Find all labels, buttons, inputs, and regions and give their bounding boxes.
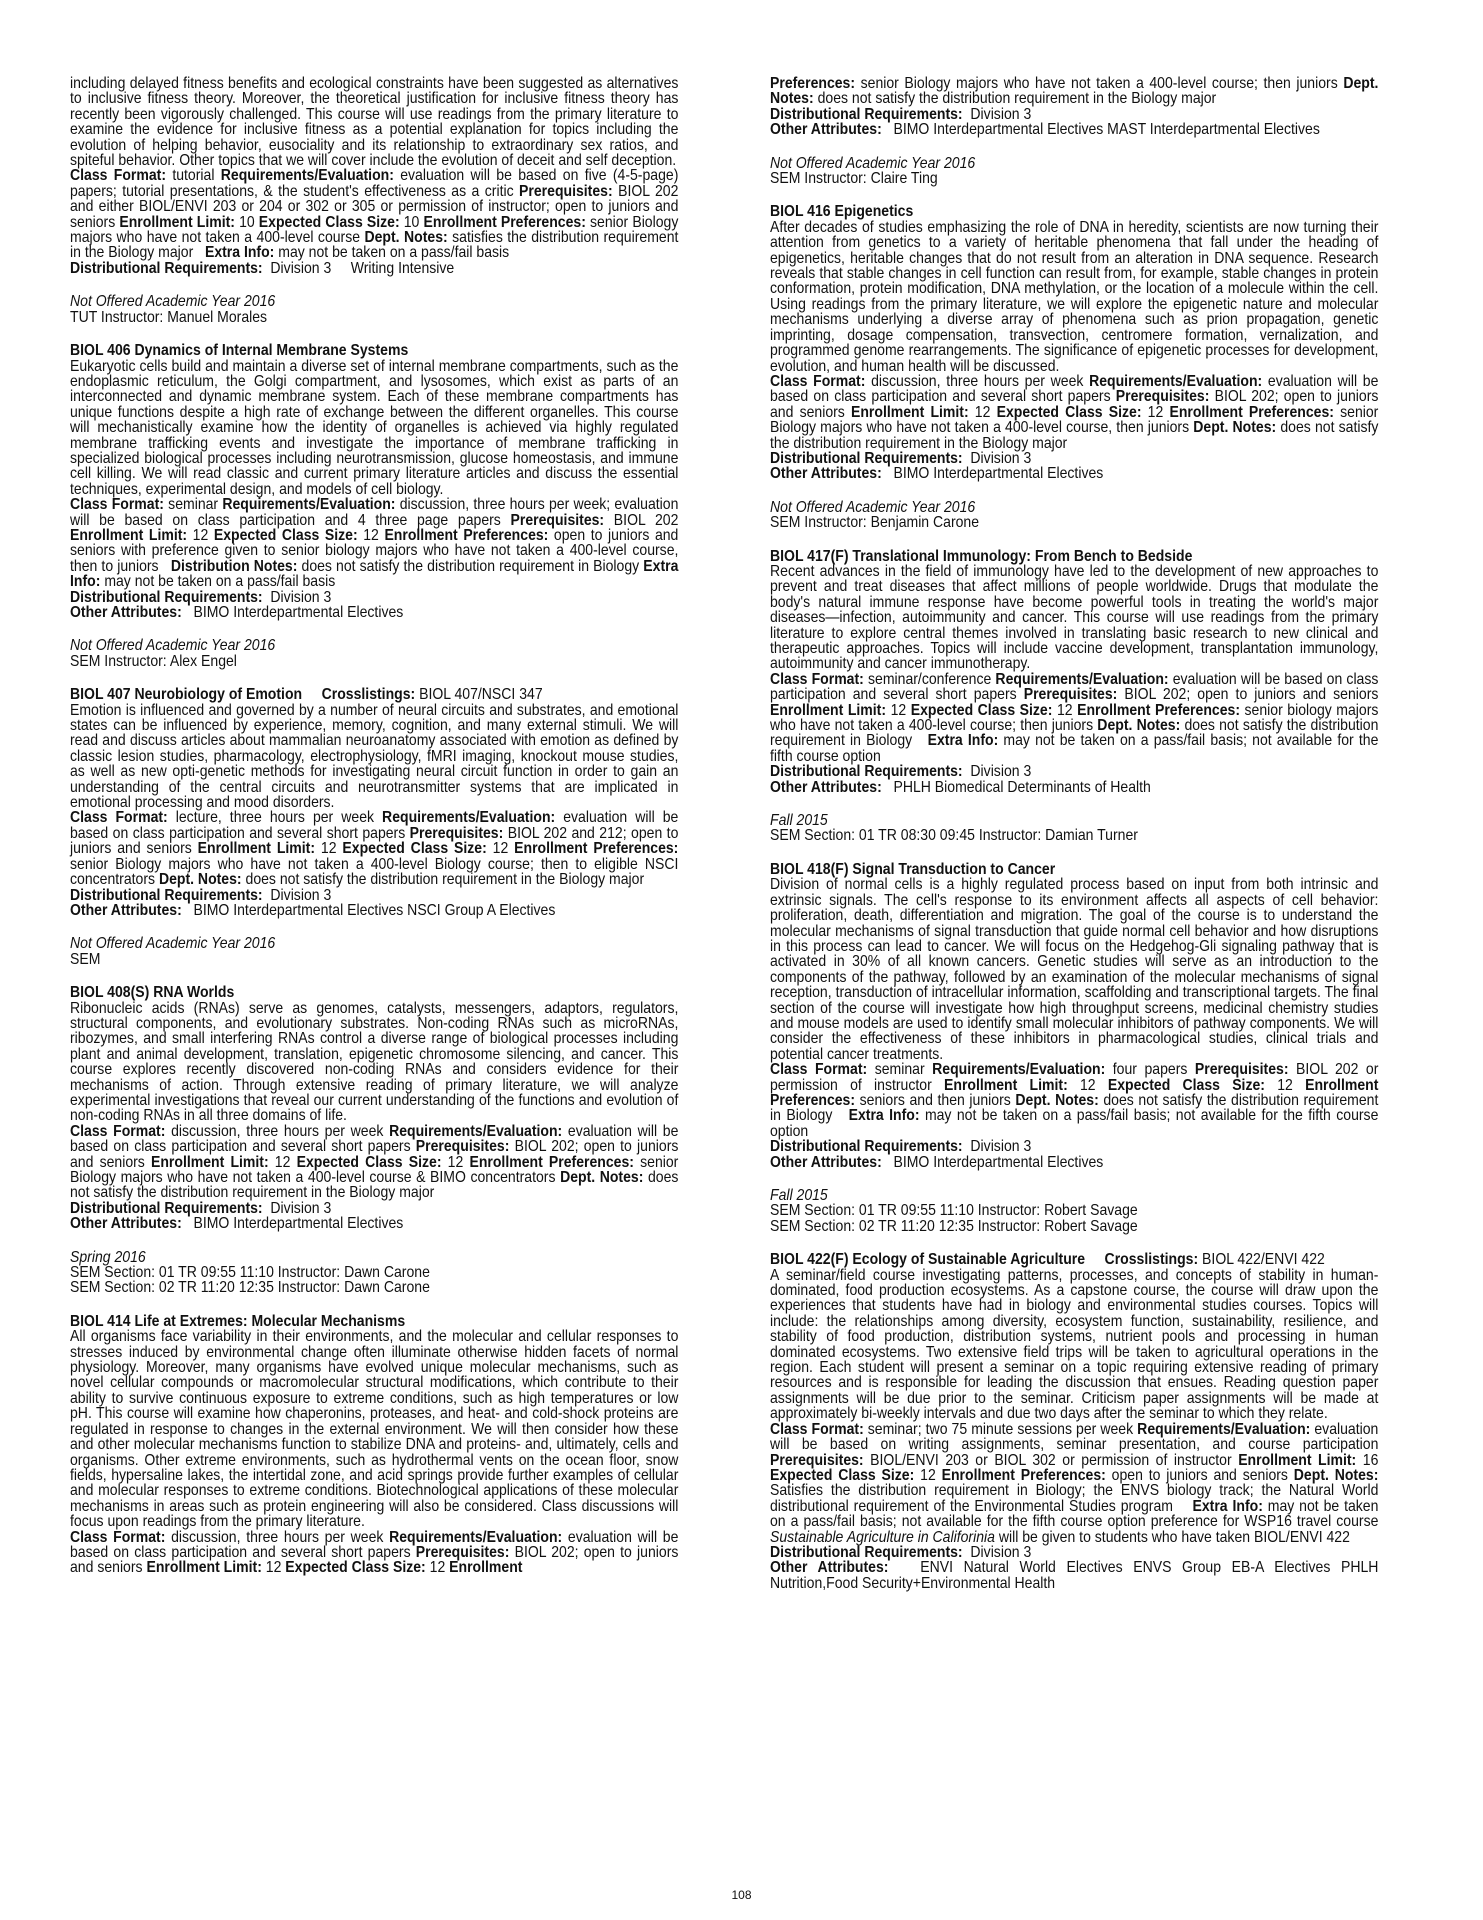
schedule-section: SEM Section: 02 TR 11:20 12:35 Instructor: Robert Savage <box>770 1217 1138 1235</box>
course-desc-biol418: Division of normal cells is a highly regulated process based on input from both intrinsic and extrinsic signals. The cell's response to its environment affects all aspects of cell behavior: proliferation, death, differentiation and migration. The goal of the course is to understand the molecular mechanisms of signal transduction that guide normal cell behavior and how disruptions in this process can lead to cancer. We will focus on the Hedgehog-Gli signaling pathway that is activated in 30% of all known cancers. Genetic studies will serve as an introduction to the components of the pathway, followed by an examination of the molecular mechanisms of signal reception, transduction of intracellular information, scaffolding and transcriptional targets. The final section of the course will investigate how high throughput screens, medicinal chemistry studies and mouse models are used to identify small molecular inhibitors of pathway components. We will consider the effectiveness of these inhibitors in pharmacological studies, clinical trials and potential cancer treatments. <box>770 876 1379 1063</box>
schedule-section: SEM Instructor: Claire Ting <box>770 170 938 188</box>
schedule-section: SEM Section: 02 TR 11:20 12:35 Instructor: Dawn Carone <box>70 1279 430 1297</box>
schedule-term: Fall 2015 <box>770 1187 828 1204</box>
course-desc-biol406: Eukaryotic cells build and maintain a diverse set of internal membrane compartments, such as the endoplasmic reticulum, the Golgi compartment, and lysosomes, which exist as parts of an interconnected and dynamic membrane system. Each of these membrane compartments has unique functions despite a high rate of exchange between the different organelles. This course will mechanistically examine how the identity of organelles is achieved via highly regulated membrane trafficking events and investigate the importance of membrane trafficking in specialized biological processes including neurotransmission, glucose homeostasis, and immune cell killing. We will read classic and current primary literature articles and discuss the essential techniques, experimental design, and models of cell biology. <box>70 357 679 498</box>
intro-paragraph: including delayed fitness benefits and ecological constraints have been suggested as alternatives to inclusive fitness theory. Moreover, the theoretical justification for inclusive fitness theory has recently been vigorously challenged. This course will use readings from the primary literature to examine the evidence for inclusive fitness as a potential explanation for topics including the evolution of helping behavior, eusociality and its relationship to extraordinary sex ratios, and spiteful behavior. Other topics that we will cover include the evolution of deceit and self deception. <box>70 75 679 170</box>
course-title-biol414: BIOL 414 Life at Extremes: Molecular Mechanisms <box>70 1312 406 1330</box>
course-details-biol408: Class Format: discussion, three hours per week Requirements/Evaluation: evaluation will be based on class participation and several short papers Prerequisites: BIOL 202; open to juniors and seniors Enrollment Limit: 12 Expected Class Size: 12 Enrollment Preferences: senior Biology majors who have not taken a 400-level course & BIMO concentrators Dept. Notes: does not satisfy the distribution requirement in the Biology major <box>70 1122 679 1202</box>
right-column: Preferences: senior Biology majors who have not taken a 400-level course; then juniors Dept. Notes: does not satisfy the distribution requirement in the Biology major Distributional Requirements: Division 3 Other Attributes: BIMO Interdepartmental Electives MAST Interdepartmental Electives Not Offered Academic Year 2016 SEM Instructor: Claire Ting BIOL 416 Epigenetics After decades of studies emphasizing the role of DNA in heredity, scientists are now turning their attention from genetics to a variety of heritable phenomena that fall under the heading of epigenetics, heritable changes that do not result from an alteration in DNA sequence. Research reveals that stable changes in cell function can result from, for example, stable changes in protein conformation, protein modification, DNA methylation, or the location of a molecule within the cell. Using readings from the primary literature, we will explore the epigenetic nature and molecular mechanisms underlying a diverse array of phenomena such as prion propagation, genetic imprinting, dosage compensation, transvection, centromere formation, vernalization, and programmed genome rearrangements. The significance of epigenetic processes for development, evolution, and human health will be discussed. Class Format: discussion, three hours per week Requirements/Evaluation: evaluation will be based on class participation and several short papers Prerequisites: BIOL 202; open to juniors and seniors Enrollment Limit: 12 Expected Class Size: 12 Enrollment Preferences: senior Biology majors who have not taken a 400-level course, then juniors Dept. Notes: does not satisfy the distribution requirement in the Biology major Distributional Requirements: Division 3 Other Attributes: BIMO Interdepartmental Electives Not Offered Academic Year 2016 SEM Instructor: Benjamin Carone BIOL 417(F) Translational Immunology: From Bench to Bedside Recent advances in the field of immunology have led to the development of new approaches to prevent and treat diseases that affect millions of people worldwide. Drugs that modulate the body's natural immune response have become powerful tools in treating the world's major diseases—infection, autoimmunity and cancer. This course will use readings from the primary literature to explore central themes involved in translating basic research to new clinical and therapeutic approaches. Topics will include vaccine development, transplantation immunology, autoimmunity and cancer immunotherapy. Class Format: seminar/conference Requirements/Evaluation: evaluation will be based on class participation and several short papers Prerequisites: BIOL 202; open to juniors and seniors Enrollment Limit: 12 Expected Class Size: 12 Enrollment Preferences: senior biology majors who have not taken a 400-level course; then juniors Dept. Notes: does not satisfy the distribution requirement in Biology Extra Info: may not be taken on a pass/fail basis; not available for the fifth course option Distributional Requirements: Division 3 Other Attributes: PHLH Biomedical Determinants of Health Fall 2015 SEM Section: 01 TR 08:30 09:45 Instructor: Damian Turner BIOL 418(F) Signal Transduction to Cancer Division of normal cells is a highly regulated process based on input from both intrinsic and extrinsic signals. The cell's response to its environment affects all aspects of cell behavior: proliferation, death, differentiation and migration. The goal of the course is to understand the molecular mechanisms of signal transduction that guide normal cell behavior and how disruptions in this process can lead to cancer. We will focus on the Hedgehog-Gli signaling pathway that is activated in 30% of all known cancers. Genetic studies will serve as an introduction to the components of the pathway, followed by an examination of the molecular mechanisms of signal reception, transduction of intracellular information, scaffolding and transcriptional targets. The final section of the course will investigate how high throughput screens, medicinal chemistry studies and mouse models are used to identify small molecular inhibitors of pathway components. We will consider the effectiveness of these inhibitors in pharmacological studies, clinical trials and potential cancer treatments. Class Format: seminar Requirements/Evaluation: four papers Prerequisites: BIOL 202 or permission of instructor Enrollment Limit: 12 Expected Class Size: 12 Enrollment Preferences: seniors and then juniors Dept. Notes: does not satisfy the distribution requirement in Biology Extra Info: may not be taken on a pass/fail basis; not available for the fifth course option Distributional Requirements: Division 3 Other Attributes: BIMO Interdepartmental Electives Fall 2015 SEM Section: 01 TR 09:55 11:10 Instructor: Robert Savage SEM Section: 02 TR 11:20 12:35 Instructor: Robert Savage BIOL 422(F) Ecology of Sustainable Agriculture Crosslistings: BIOL 422/ENVI 422 A seminar/field course investigating patterns, processes, and concepts of stability in human-dominated, food production ecosystems. As a capstone course, the course will draw upon the experiences that students have had in biology and environmental studies courses. Topics will include: the relationships among diversity, ecosystem function, sustainability, resilience, and stability of food production, distribution systems, nutrient pools and processing in human dominated ecosystems. Two extensive field trips will be taken to agricultural operations in the region. Each student will present a seminar on a topic requiring extensive reading of primary resources and is responsible for leading the discussion that ensues. Reading question paper assignments will be due prior to the seminar. Criticism paper assignments will be made at approximately bi-weekly intervals and due two days after the seminar to which they relate. Class Format: seminar; two 75 minute sessions per week Requirements/Evaluation: evaluation will be based on writing assignments, seminar presentation, and course participation Prerequisites: BIOL/ENVI 203 or BIOL 302 or permission of instructor Enrollment Limit: 16 Expected Class Size: 12 Enrollment Preferences: open to juniors and seniors Dept. Notes: Satisfies the distribution requirement in Biology; the ENVS biology track; the Natural World distributional requirement of the Environmental Studies program Extra Info: may not be taken on a pass/fail basis; not available for the fifth course option preference for WSP16 travel course Sustainable Agriculture in Califorinia will be given to students who have taken BIOL/ENVI 422 Distributional Requirements: Division 3 Other Attributes: ENVI Natural World Electives ENVS Group EB-A Electives PHLH Nutrition,Food Security+Environmental Health <box>770 75 1379 1592</box>
schedule-section: SEM Section: 01 TR 09:55 11:10 Instructor: Robert Savage <box>770 1202 1138 1220</box>
schedule-term: Fall 2015 <box>770 812 828 830</box>
schedule-term: Not Offered Academic Year 2016 <box>70 637 276 655</box>
course-title-biol407: BIOL 407 Neurobiology of Emotion Crosslistings: BIOL 407/NSCI 347 <box>70 686 543 704</box>
schedule-term: Not Offered Academic Year 2016 <box>70 293 276 311</box>
schedule-section: SEM Instructor: Benjamin Carone <box>770 514 980 532</box>
course-title-biol408: BIOL 408(S) RNA Worlds <box>70 984 235 1002</box>
schedule-section: TUT Instructor: Manuel Morales <box>70 308 268 326</box>
schedule-section: SEM Section: 01 TR 08:30 09:45 Instructor: Damian Turner <box>770 827 1138 845</box>
schedule-term: Not Offered Academic Year 2016 <box>770 498 976 516</box>
intro-dist: Distributional Requirements: Division 3 Writing Intensive <box>70 259 455 277</box>
course-desc-biol414: All organisms face variability in their environments, and the molecular and cellular responses to stresses induced by environmental change often illuminate otherwise hidden facets of normal physiology. Moreover, many organisms have evolved unique molecular mechanisms, such as novel cellular compounds or macromolecular structural modifications, which contribute to their ability to survive continuous exposure to extreme conditions, such as high temperatures or low pH. This course will examine how chaperonins, proteases, and heat- and cold-shock proteins are regulated in response to changes in the external environment. We will then consider how these and other molecular mechanisms function to stabilize DNA and proteins- and, ultimately, cells and organisms. Other extreme environments, such as hydrothermal vents on the ocean floor, snow fields, hypersaline lakes, the intertidal zone, and acid springs provide further examples of cellular and molecular responses to extreme conditions. Biotechnological applications of these molecular mechanisms in areas such as protein engineering will also be considered. Class discussions will focus upon readings from the primary literature. <box>70 1328 679 1531</box>
course-title-biol417: BIOL 417(F) Translational Immunology: From Bench to Bedside <box>770 547 1193 565</box>
course-desc-biol422: A seminar/field course investigating patterns, processes, and concepts of stability in human-dominated, food production ecosystems. As a capstone course, the course will draw upon the experiences that students have had in biology and environmental studies courses. Topics will include: the relationships among diversity, ecosystem function, sustainability, resilience, and stability of food production, distribution systems, nutrient pools and processing in human dominated ecosystems. Two extensive field trips will be taken to agricultural operations in the region. Each student will present a seminar on a topic requiring extensive reading of primary resources and is responsible for leading the discussion that ensues. Reading question paper assignments will be due prior to the seminar. Criticism paper assignments will be made at approximately bi-weekly intervals and due two days after the seminar to which they relate. <box>770 1266 1379 1423</box>
schedule-term: Not Offered Academic Year 2016 <box>70 935 276 953</box>
course-desc-biol408: Ribonucleic acids (RNAs) serve as genomes, catalysts, messengers, adaptors, regulators, structural components, and evolutionary substrates. Non-coding RNAs such as microRNAs, ribozymes, and small interfering RNAs control a diverse range of biological processes including plant and animal development, translation, epigenetic chromosome silencing, and cancer. This course explores recently discovered non-coding RNAs and considers evidence for their mechanisms of action. Through extensive reading of primary literature, we will analyze experimental investigations that reveal our current understanding of the functions and evolution of non-coding RNAs in all three domains of life. <box>70 999 679 1125</box>
course-details-biol418: Class Format: seminar Requirements/Evaluation: four papers Prerequisites: BIOL 202 or permission of instructor Enrollment Limit: 12 Expected Class Size: 12 Enrollment Preferences: seniors and then juniors Dept. Notes: does not satisfy the distribution requirement in Biology Extra Info: may not be taken on a pass/fail basis; not available for the fifth course option <box>770 1061 1379 1140</box>
course-title-biol416: BIOL 416 Epigenetics <box>770 203 914 221</box>
intro-details: Class Format: tutorial Requirements/Evaluation: evaluation will be based on five (4-5-page) papers; tutorial presentations, & the student's effectiveness as a critic Prerequisites: BIOL 202 and either BIOL/ENVI 203 or 204 or 302 or 305 or permission of instructor; open to juniors and seniors Enrollment Limit: 10 Expected Class Size: 10 Enrollment Preferences: senior Biology majors who have not taken a 400-level course Dept. Notes: satisfies the distribution requirement in the Biology major Extra Info: may not be taken on a pass/fail basis <box>70 167 679 262</box>
course-title-biol418: BIOL 418(F) Signal Transduction to Cancer <box>770 860 1056 878</box>
schedule-term: Spring 2016 <box>70 1248 146 1266</box>
course-desc-biol417: Recent advances in the field of immunology have led to the development of new approaches to prevent and treat diseases that affect millions of people worldwide. Drugs that modulate the body's natural immune response have become powerful tools in treating the world's major diseases—infection, autoimmunity and cancer. This course will use readings from the primary literature to explore central themes involved in translating basic research to new clinical and therapeutic approaches. Topics will include vaccine development, transplantation immunology, autoimmunity and cancer immunotherapy. <box>770 562 1379 673</box>
course-desc-biol407: Emotion is influenced and governed by a number of neural circuits and substrates, and emotional states can be influenced by experience, memory, cognition, and many external stimuli. We will read and discuss articles about mammalian neuroanatomy associated with emotion as defined by classic lesion studies, pharmacology, electrophysiology, fMRI imaging, knockout mouse studies, as well as new opti-genetic methods for investigating neural circuit function in order to gain an understanding of the central circuits and neurotransmitter systems that are implicated in emotional processing and mood disorders. <box>70 701 679 812</box>
course-details-biol417: Class Format: seminar/conference Requirements/Evaluation: evaluation will be based on class participation and several short papers Prerequisites: BIOL 202; open to juniors and seniors Enrollment Limit: 12 Expected Class Size: 12 Enrollment Preferences: senior biology majors who have not taken a 400-level course; then juniors Dept. Notes: does not satisfy the distribution requirement in Biology Extra Info: may not be taken on a pass/fail basis; not available for the fifth course option <box>770 670 1379 765</box>
course-title-biol406: BIOL 406 Dynamics of Internal Membrane Systems <box>70 342 409 360</box>
schedule-section: SEM <box>70 950 101 968</box>
course-details-biol406: Class Format: seminar Requirements/Evaluation: discussion, three hours per week; evaluation will be based on class participation and 4 three page papers Prerequisites: BIOL 202 Enrollment Limit: 12 Expected Class Size: 12 Enrollment Preferences: open to juniors and seniors with preference given to senior biology majors who have not taken a 400-level course, then to juniors Distribution Notes: does not satisfy the distribution requirement in Biology Extra Info: may not be taken on a pass/fail basis <box>70 496 679 591</box>
schedule-term: Not Offered Academic Year 2016 <box>770 154 976 172</box>
course-details-biol414: Class Format: discussion, three hours per week Requirements/Evaluation: evaluation will be based on class participation and several short papers Prerequisites: BIOL 202; open to juniors and seniors Enrollment Limit: 12 Expected Class Size: 12 Enrollment <box>70 1528 679 1577</box>
course-details-biol416: Class Format: discussion, three hours per week Requirements/Evaluation: evaluation will be based on class participation and several short papers Prerequisites: BIOL 202; open to juniors and seniors Enrollment Limit: 12 Expected Class Size: 12 Enrollment Preferences: senior Biology majors who have not taken a 400-level course, then juniors Dept. Notes: does not satisfy the distribution requirement in the Biology major <box>770 372 1379 452</box>
schedule-section: SEM Instructor: Alex Engel <box>70 652 237 670</box>
course-title-biol422: BIOL 422(F) Ecology of Sustainable Agriculture Crosslistings: BIOL 422/ENVI 422 <box>770 1251 1325 1269</box>
schedule-section: SEM Section: 01 TR 09:55 11:10 Instructor: Dawn Carone <box>70 1264 430 1282</box>
course-details-biol422: Class Format: seminar; two 75 minute sessions per week Requirements/Evaluation: evaluation will be based on writing assignments, seminar presentation, and course participation Prerequisites: BIOL/ENVI 203 or BIOL 302 or permission of instructor Enrollment Limit: 16 Expected Class Size: 12 Enrollment Preferences: open to juniors and seniors Dept. Notes: Satisfies the distribution requirement in Biology; the ENVS biology track; the Natural World distributional requirement of the Environmental Studies program Extra Info: may not be taken on a pass/fail basis; not available for the fifth course option preference for WSP16 travel course Sustainable Agriculture in Califorinia will be given to students who have taken BIOL/ENVI 422 <box>770 1420 1379 1546</box>
page-number: 108 <box>731 1888 752 1902</box>
course-desc-biol416: After decades of studies emphasizing the role of DNA in heredity, scientists are now turning their attention from genetics to a variety of heritable phenomena that fall under the heading of epigenetics, heritable changes that do not result from an alteration in DNA sequence. Research reveals that stable changes in cell function can result from, for example, stable changes in protein conformation, protein modification, DNA methylation, or the location of a molecule within the cell. Using readings from the primary literature, we will explore the epigenetic nature and molecular mechanisms underlying a diverse array of phenomena such as prion propagation, genetic imprinting, dosage compensation, transvection, centromere formation, vernalization, and programmed genome rearrangements. The significance of epigenetic processes for development, evolution, and human health will be discussed. <box>770 218 1379 375</box>
course-details-biol414-cont: Preferences: senior Biology majors who have not taken a 400-level course; then juniors Dept. Notes: does not satisfy the distribution requirement in the Biology major <box>770 75 1379 108</box>
course-details-biol407: Class Format: lecture, three hours per week Requirements/Evaluation: evaluation will be based on class participation and several short papers Prerequisites: BIOL 202 and 212; open to juniors and seniors Enrollment Limit: 12 Expected Class Size: 12 Enrollment Preferences: senior Biology majors who have not taken a 400-level Biology course; then to eligible NSCI concentrators Dept. Notes: does not satisfy the distribution requirement in the Biology major <box>70 809 679 889</box>
left-column: including delayed fitness benefits and ecological constraints have been suggested as alternatives to inclusive fitness theory. Moreover, the theoretical justification for inclusive fitness theory has recently been vigorously challenged. This course will use readings from the primary literature to examine the evidence for inclusive fitness as a potential explanation for topics including the evolution of helping behavior, eusociality and its relationship to extraordinary sex ratios, and spiteful behavior. Other topics that we will cover include the evolution of deceit and self deception. Class Format: tutorial Requirements/Evaluation: evaluation will be based on five (4-5-page) papers; tutorial presentations, & the student's effectiveness as a critic Prerequisites: BIOL 202 and either BIOL/ENVI 203 or 204 or 302 or 305 or permission of instructor; open to juniors and seniors Enrollment Limit: 10 Expected Class Size: 10 Enrollment Preferences: senior Biology majors who have not taken a 400-level course Dept. Notes: satisfies the distribution requirement in the Biology major Extra Info: may not be taken on a pass/fail basis Distributional Requirements: Division 3 Writing Intensive Not Offered Academic Year 2016 TUT Instructor: Manuel Morales BIOL 406 Dynamics of Internal Membrane Systems Eukaryotic cells build and maintain a diverse set of internal membrane compartments, such as the endoplasmic reticulum, the Golgi compartment, and lysosomes, which exist as parts of an interconnected and dynamic membrane system. Each of these membrane compartments has unique functions despite a high rate of exchange between the different organelles. This course will mechanistically examine how the identity of organelles is achieved via highly regulated membrane trafficking events and investigate the importance of membrane trafficking in specialized biological processes including neurotransmission, glucose homeostasis, and immune cell killing. We will read classic and current primary literature articles and discuss the essential techniques, experimental design, and models of cell biology. Class Format: seminar Requirements/Evaluation: discussion, three hours per week; evaluation will be based on class participation and 4 three page papers Prerequisites: BIOL 202 Enrollment Limit: 12 Expected Class Size: 12 Enrollment Preferences: open to juniors and seniors with preference given to senior biology majors who have not taken a 400-level course, then to juniors Distribution Notes: does not satisfy the distribution requirement in Biology Extra Info: may not be taken on a pass/fail basis Distributional Requirements: Division 3 Other Attributes: BIMO Interdepartmental Electives Not Offered Academic Year 2016 SEM Instructor: Alex Engel BIOL 407 Neurobiology of Emotion Crosslistings: BIOL 407/NSCI 347 Emotion is influenced and governed by a number of neural circuits and substrates, and emotional states can be influenced by experience, memory, cognition, and many external stimuli. We will read and discuss articles about mammalian neuroanatomy associated with emotion as defined by classic lesion studies, pharmacology, electrophysiology, fMRI imaging, knockout mouse studies, as well as new opti-genetic methods for investigating neural circuit function in order to gain an understanding of the central circuits and neurotransmitter systems that are implicated in emotional processing and mood disorders. Class Format: lecture, three hours per week Requirements/Evaluation: evaluation will be based on class participation and several short papers Prerequisites: BIOL 202 and 212; open to juniors and seniors Enrollment Limit: 12 Expected Class Size: 12 Enrollment Preferences: senior Biology majors who have not taken a 400-level Biology course; then to eligible NSCI concentrators Dept. Notes: does not satisfy the distribution requirement in the Biology major Distributional Requirements: Division 3 Other Attributes: BIMO Interdepartmental Electives NSCI Group A Electives Not Offered Academic Year 2016 SEM BIOL 408(S) RNA Worlds Ribonucleic acids (RNAs) serve as genomes, catalysts, messengers, adaptors, regulators, structural components, and evolutionary substrates. Non-coding RNAs such as microRNAs, ribozymes, and small interfering RNAs control a diverse range of biological processes including plant and animal development, translation, epigenetic chromosome silencing, and cancer. This course explores recently discovered non-coding RNAs and considers evidence for their mechanisms of action. Through extensive reading of primary literature, we will analyze experimental investigations that reveal our current understanding of the functions and evolution of non-coding RNAs in all three domains of life. Class Format: discussion, three hours per week Requirements/Evaluation: evaluation will be based on class participation and several short papers Prerequisites: BIOL 202; open to juniors and seniors Enrollment Limit: 12 Expected Class Size: 12 Enrollment Preferences: senior Biology majors who have not taken a 400-level course & BIMO concentrators Dept. Notes: does not satisfy the distribution requirement in the Biology major Distributional Requirements: Division 3 Other Attributes: BIMO Interdepartmental Electives Spring 2016 SEM Section: 01 TR 09:55 11:10 Instructor: Dawn Carone SEM Section: 02 TR 11:20 12:35 Instructor: Dawn Carone BIOL 414 Life at Extremes: Molecular Mechanisms All organisms face variability in their environments, and the molecular and cellular responses to stresses induced by environmental change often illuminate otherwise hidden facets of normal physiology. Moreover, many organisms have evolved unique molecular mechanisms, such as novel cellular compounds or macromolecular structural modifications, which contribute to their ability to survive continuous exposure to extreme conditions, such as high temperatures or low pH. This course will examine how chaperonins, proteases, and heat- and cold-shock proteins are regulated in response to changes in the external environment. We will then consider how these and other molecular mechanisms function to stabilize DNA and proteins- and, ultimately, cells and organisms. Other extreme environments, such as hydrothermal vents on the ocean floor, snow fields, hypersaline lakes, the intertidal zone, and acid springs provide further examples of cellular and molecular responses to extreme conditions. Biotechnological applications of these molecular mechanisms in areas such as protein engineering will also be considered. Class discussions will focus upon readings from the primary literature. Class Format: discussion, three hours per week Requirements/Evaluation: evaluation will be based on class participation and several short papers Prerequisites: BIOL 202; open to juniors and seniors Enrollment Limit: 12 Expected Class Size: 12 Enrollment <box>70 75 679 1577</box>
